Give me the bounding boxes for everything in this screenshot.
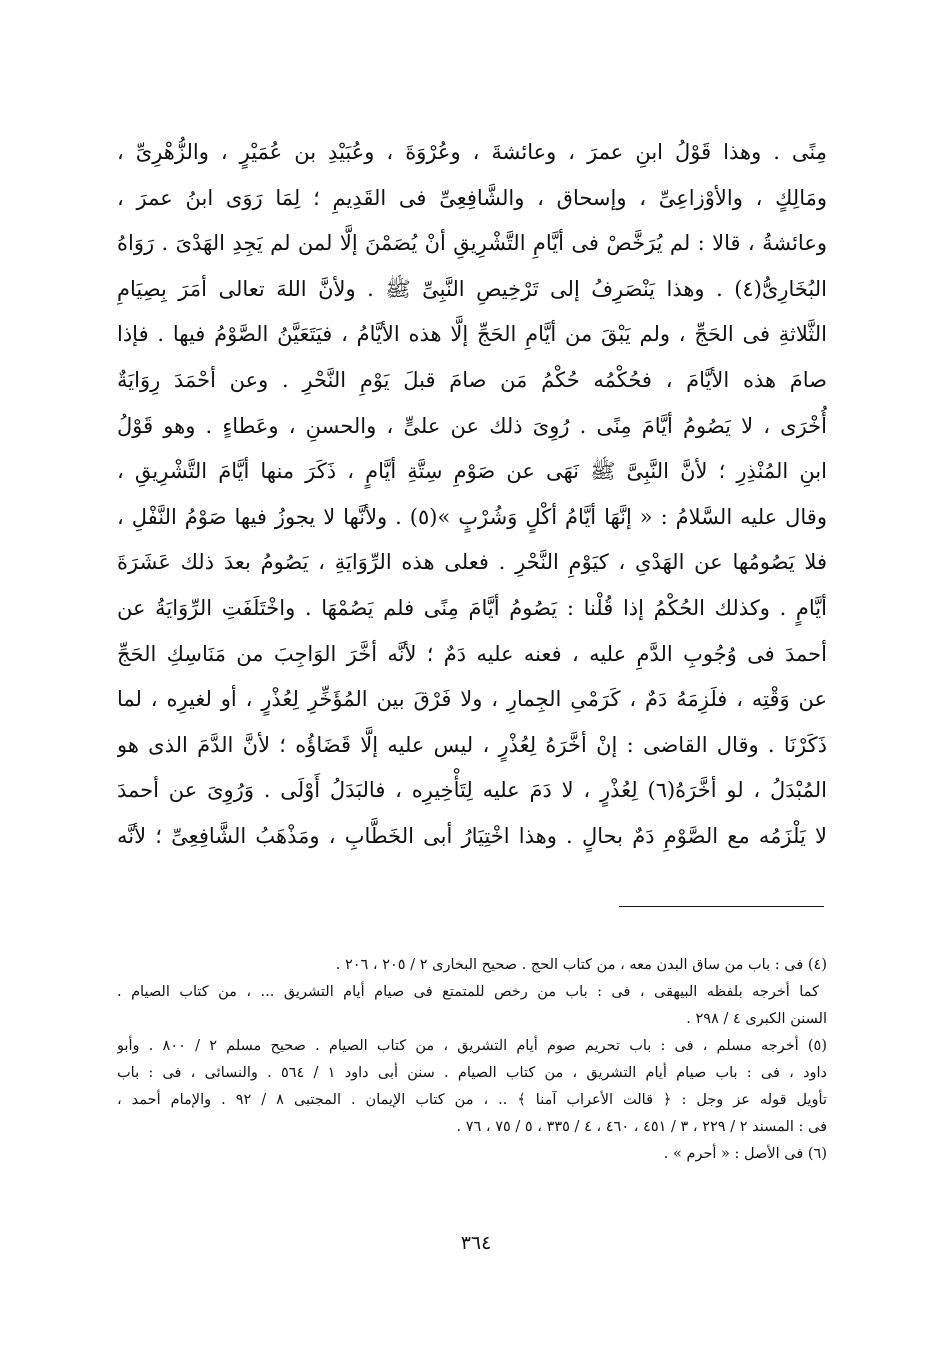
text-line: البُخَارِىُّ(٤) . وهذا يَنْصَرِفُ إلى تَرْخِيصِ النَّبِىِّ ﷺ . ولأنَّ اللهَ تعالى أمَرَ بِصِيَامِ (117, 276, 827, 301)
text-line: لا يَلْزَمُه مع الصَّوْمِ دَمٌ بحالٍ . وهذا اخْتِيَارُ أبى الخَطَّابِ ، ومَذْهَبُ الشَّافِعِىِّ ؛ لأنَّه (117, 823, 827, 848)
text-line: الثَّلاثةِ فى الحَجِّ ، ولم يَبْقَ من أيَّامِ الحَجِّ إلَّا هذه الأيَّامُ ، فيَتَعَيَّنُ الصَّوْمُ فيها . فإذا (117, 322, 827, 347)
footnote-line: (٥) أخرجه مسلم ، فى : باب تحريم صوم أيام التشريق ، من كتاب الصيام . صحيح مسلم ٢ / ٨٠٠ . وأبو (117, 1038, 827, 1054)
footnotes-block (117, 952, 827, 1168)
footnote-line: تأويل قوله عز وجل : ﴿ قالت الأعراب آمنا ﴾ .. ، من كتاب الإيمان . المجتبى ٨ / ٩٢ . والإمام أحمد ، (117, 1092, 827, 1108)
text-line: عن وَقْتِه ، فلَزِمَهُ دَمٌ ، كَرَمْىِ الجِمارِ ، ولا فَرْقَ بين المُؤَخِّرِ لِعُذْرٍ ، أو لغيرِه ، لما (117, 687, 827, 712)
text-line: أيَّامٍ . وكذلك الحُكْمُ إذا قُلْنا : يَصُومُ أيَّامَ مِنًى فلم يَصُمْهَا . واخْتَلَفَتِ الرِّوَايَةُ عن (117, 595, 827, 620)
footnote-line: (٤) فى : باب من ساق البدن معه ، من كتاب الحج . صحيح البخارى ٢ / ٢٠٥ ، ٢٠٦ . (335, 957, 827, 973)
main-text-block (117, 130, 827, 860)
text-line: ذَكَرْنَا . وقال القاضى : إنْ أخَّرَهُ لِعُذْرٍ ، ليس عليه إلَّا قَضَاؤُه ؛ لأنَّ الدَّمَ الذى هو (117, 732, 827, 757)
text-line: المُبْدَلُ ، لو أخَّرَهُ(٦) لِعُذْرٍ ، لا دَمَ عليه لِتَأْخِيرِه ، فالبَدَلُ أَوْلَى . وَرُوِىَ عن أحمدَ (117, 778, 827, 803)
text-line: فلا يَصُومُها عن الهَدْىِ ، كيَوْمِ النَّحْرِ . فعلى هذه الرِّوَايَةِ ، يَصُومُ بعدَ ذلك عَشَرَةَ (117, 550, 827, 575)
footnote-separator (619, 906, 824, 907)
text-line: ومَالِكٍ ، والأوْزاعِىِّ ، وإسحاق ، والشَّافِعِىِّ فى القَدِيمِ ؛ لِمَا رَوَى ابنُ عمرَ ، (117, 185, 827, 210)
text-line: أحمدَ فى وُجُوبِ الدَّمِ عليه ، فعنه عليه دَمٌ ؛ لأنَّه أخَّرَ الوَاجِبَ من مَنَاسِكِ الحَجِّ (117, 641, 827, 666)
text-line: صامَ هذه الأيَّامَ ، فحُكْمُه حُكْمُ مَن صامَ قبلَ يَوْمِ النَّحْرِ . وعن أحْمَدَ رِوَايَةٌ (117, 367, 827, 392)
page-number: ٣٦٤ (460, 1232, 492, 1254)
footnote-line: كما أخرجه بلفظه البيهقى ، فى : باب من رخص للمتمتع فى صيام أيام التشريق ... ، من كتاب الصيام . (117, 984, 819, 1000)
footnote-line: (٦) فى الأصل : « أحرم » . (663, 1146, 827, 1162)
text-line: مِنًى . وهذا قَوْلُ ابنِ عمرَ ، وعائشةَ ، وعُرْوَةَ ، وعُبَيْدِ بن عُمَيْرٍ ، والزُّهْرِىِّ ، (117, 140, 827, 164)
footnote-line: داود ، فى : باب صيام أيام التشريق ، من كتاب الصيام . سنن أبى داود ١ / ٥٦٤ . والنسائى ، فى : باب (117, 1065, 827, 1081)
text-line: أُخْرَى ، لا يَصُومُ أيَّامَ مِنًى . رُوِىَ ذلك عن علىٍّ ، والحسنِ ، وعَطاءٍ . وهو قَوْلُ (117, 413, 827, 438)
footnote-line: فى : المسند ٢ / ٢٢٩ ، ٣ / ٤٥١ ، ٤٦٠ ، ٤ / ٣٣٥ ، ٥ / ٧٥ ، ٧٦ . (456, 1119, 827, 1135)
text-line: ابنِ المُنْذِرِ ؛ لأنَّ النَّبِىَّ ﷺ نَهَى عن صَوْمِ سِتَّةِ أيَّامٍ ، ذَكَرَ منها أيَّامَ التَّشْرِيقِ ، (117, 459, 827, 484)
footnote-line: السنن الكبرى ٤ / ٢٩٨ . (686, 1011, 827, 1027)
text-line: وعائشةُ ، قالا : لم يُرَخَّصْ فى أيَّامِ التَّشْرِيقِ أنْ يُصَمْنَ إلَّا لمن لم يَجِدِ الهَدْىَ . رَوَاهُ (117, 231, 827, 256)
text-line: وقال عليه السَّلامُ : « إنَّهَا أيَّامُ أكْلٍ وَشُرْبٍ »(٥) . ولأنَّها لا يجوزُ فيها صَوْمُ النَّفْلِ ، (117, 504, 827, 529)
